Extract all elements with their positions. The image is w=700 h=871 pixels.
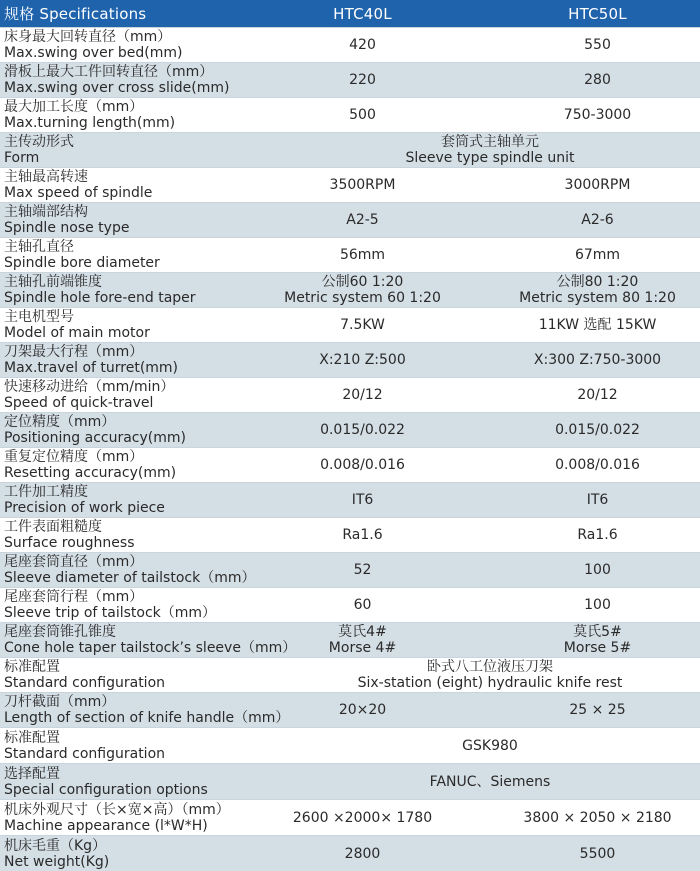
- table-row: [0, 202, 700, 237]
- spec-label: [0, 309, 230, 341]
- spec-label-cn: 工件表面粗糙度: [4, 519, 102, 535]
- spec-label-en: Machine appearance (l*W*H): [4, 817, 208, 834]
- spec-label: [0, 204, 230, 236]
- value-htc50l-text: Metric system 80 1:20: [519, 290, 676, 306]
- spec-label: [0, 379, 230, 411]
- spec-label: [0, 838, 230, 870]
- spec-label: [0, 414, 230, 446]
- value-htc50l-text: 0.015/0.022: [555, 422, 640, 438]
- table-row: [0, 727, 700, 763]
- value-htc50l: [495, 352, 700, 368]
- value-merged-text: 卧式八工位液压刀架: [427, 659, 553, 675]
- spec-label-cn: 主传动形式: [4, 134, 74, 150]
- spec-label-en: Positioning accuracy(mm): [4, 430, 186, 446]
- spec-label-cn: 主轴最高转速: [4, 169, 88, 185]
- spec-label: [0, 274, 230, 306]
- value-htc40l: [230, 177, 495, 193]
- table-row: [0, 377, 700, 412]
- value-htc50l: [495, 317, 700, 333]
- value-htc50l-text: 25 × 25: [569, 702, 626, 718]
- value-htc50l-text: 750-3000: [563, 107, 632, 123]
- value-htc40l-text: Ra1.6: [342, 527, 383, 543]
- spec-label: [0, 484, 230, 516]
- value-htc40l: [230, 492, 495, 508]
- value-htc50l: [495, 212, 700, 228]
- table-row: [0, 132, 700, 167]
- value-htc50l-text: Morse 5#: [563, 640, 632, 656]
- spec-label-cn: 尾座套筒锥孔锥度: [4, 624, 116, 640]
- spec-label-en: Sleeve trip of tailstock（mm）: [4, 605, 217, 621]
- value-htc50l: [495, 527, 700, 543]
- spec-label-en: Precision of work piece: [4, 500, 165, 516]
- value-htc50l: [495, 846, 700, 862]
- spec-label: [0, 730, 230, 762]
- value-htc40l: [230, 562, 495, 578]
- spec-label-cn: 刀杆截面（mm）: [4, 694, 116, 710]
- value-htc50l-text: 公制80 1:20: [556, 274, 639, 290]
- value-htc50l: [495, 274, 700, 306]
- value-htc50l-text: 280: [584, 72, 611, 88]
- spec-label-en: Standard configuration: [4, 745, 166, 762]
- table-row: [0, 412, 700, 447]
- value-htc50l-text: 0.008/0.016: [555, 457, 640, 473]
- table-row: [0, 799, 700, 835]
- spec-label-cn: 机床毛重（Kg）: [4, 837, 107, 854]
- value-htc50l: [495, 387, 700, 403]
- table-row: [0, 237, 700, 272]
- value-merged: [230, 738, 700, 754]
- table-row: [0, 97, 700, 132]
- value-htc40l: [230, 72, 495, 88]
- spec-label-en: Speed of quick-travel: [4, 395, 154, 411]
- spec-label-cn: 尾座套筒直径（mm）: [4, 554, 144, 570]
- value-htc40l: [230, 317, 495, 333]
- value-htc50l-text: 550: [584, 37, 611, 53]
- value-htc40l-text: 56mm: [339, 247, 386, 263]
- value-htc50l-text: 莫氏5#: [573, 624, 622, 640]
- spec-label-en: Special configuration options: [4, 781, 208, 798]
- value-htc50l-text: 20/12: [577, 387, 618, 403]
- spec-label-cn: 选择配置: [4, 765, 60, 782]
- table-body: [0, 27, 700, 871]
- spec-label-cn: 定位精度（mm）: [4, 414, 116, 430]
- header-model-htc50l: HTC50L: [568, 4, 627, 23]
- spec-label: [0, 624, 297, 656]
- value-htc40l: [230, 37, 495, 53]
- spec-label-cn: 刀架最大行程（mm）: [4, 344, 144, 360]
- value-htc40l-text: 7.5KW: [340, 317, 385, 333]
- value-htc40l-text: A2-5: [346, 212, 379, 228]
- spec-label-cn: 快速移动进给（mm/min）: [4, 379, 175, 395]
- spec-label-en: Max.swing over cross slide(mm): [4, 80, 230, 96]
- table-row: [0, 167, 700, 202]
- value-htc40l-text: 420: [349, 37, 376, 53]
- spec-label: [0, 29, 230, 61]
- value-htc50l-text: 67mm: [574, 247, 621, 263]
- value-htc50l-text: IT6: [586, 492, 609, 508]
- spec-label: [0, 589, 230, 621]
- value-htc50l: [495, 562, 700, 578]
- table-row: [0, 763, 700, 799]
- spec-label-cn: 主电机型号: [4, 309, 74, 325]
- value-htc40l: [230, 527, 495, 543]
- value-htc50l-text: Ra1.6: [577, 527, 618, 543]
- value-htc40l-text: 52: [353, 562, 372, 578]
- value-htc40l-text: 500: [349, 107, 376, 123]
- spec-label: [0, 802, 230, 834]
- value-htc40l-text: 公制60 1:20: [321, 274, 404, 290]
- value-merged: [230, 134, 700, 166]
- value-htc40l: [230, 810, 495, 826]
- value-htc50l-text: 3000RPM: [564, 177, 631, 193]
- spec-label-cn: 重复定位精度（mm）: [4, 449, 144, 465]
- spec-label-cn: 标准配置: [4, 659, 60, 675]
- spec-label: [0, 344, 230, 376]
- spec-label-cn: 床身最大回转直径（mm）: [4, 29, 172, 45]
- spec-label-en: Sleeve diameter of tailstock（mm）: [4, 570, 256, 586]
- spec-label-en: Spindle hole fore-end taper: [4, 290, 196, 306]
- spec-label-en: Resetting accuracy(mm): [4, 465, 177, 481]
- table-row: [0, 587, 700, 622]
- spec-label-cn: 主轴孔直径: [4, 239, 74, 255]
- spec-label: [0, 64, 230, 96]
- value-htc40l: [230, 422, 495, 438]
- spec-label: [0, 99, 230, 131]
- value-htc40l-text: Morse 4#: [328, 640, 397, 656]
- value-merged-text: 套筒式主轴单元: [441, 134, 539, 150]
- value-htc50l-text: 100: [584, 597, 611, 613]
- spec-label-cn: 主轴孔前端锥度: [4, 274, 102, 290]
- value-htc40l: [230, 457, 495, 473]
- table-row: [0, 692, 700, 727]
- value-htc40l-text: 0.008/0.016: [320, 457, 405, 473]
- table-row: [0, 272, 700, 307]
- table-row: [0, 342, 700, 377]
- value-htc50l: [495, 597, 700, 613]
- table-row: [0, 307, 700, 342]
- spec-label: [0, 554, 256, 586]
- header-specifications: 规格 Specifications: [4, 5, 147, 23]
- value-htc50l-text: A2-6: [581, 212, 614, 228]
- value-htc50l: [495, 624, 700, 656]
- value-htc50l: [495, 177, 700, 193]
- value-merged: [230, 659, 700, 691]
- value-merged-text: Six-station (eight) hydraulic knife rest: [357, 675, 623, 691]
- table-row: [0, 657, 700, 692]
- spec-label-en: Max.travel of turret(mm): [4, 360, 179, 376]
- spec-label: [0, 449, 230, 481]
- value-merged-text: GSK980: [462, 737, 518, 754]
- value-htc40l-text: X:210 Z:500: [319, 352, 406, 368]
- spec-label-en: Max.turning length(mm): [4, 115, 176, 131]
- table-header: [0, 0, 700, 27]
- value-htc50l-text: 3800 × 2050 × 2180: [523, 809, 672, 826]
- spec-label-cn: 工件加工精度: [4, 484, 88, 500]
- value-merged: [230, 774, 700, 790]
- value-merged-text: FANUC、Siemens: [429, 773, 551, 790]
- spec-label: [0, 659, 230, 691]
- spec-label-en: Form: [4, 150, 40, 166]
- spec-label-en: Net weight(Kg): [4, 853, 110, 870]
- table-row: [0, 622, 700, 657]
- spec-label-en: Cone hole taper tailstock’s sleeve（mm）: [4, 640, 297, 656]
- value-htc40l: [230, 212, 495, 228]
- table-row: [0, 835, 700, 871]
- value-htc40l-text: 0.015/0.022: [320, 422, 405, 438]
- value-htc40l-text: IT6: [351, 492, 374, 508]
- value-htc40l-text: 莫氏4#: [338, 624, 387, 640]
- value-htc50l: [495, 247, 700, 263]
- table-row: [0, 27, 700, 62]
- spec-label: [0, 134, 230, 166]
- value-htc50l: [495, 107, 700, 123]
- value-htc50l-text: X:300 Z:750-3000: [533, 352, 662, 368]
- value-htc50l: [495, 457, 700, 473]
- table-row: [0, 482, 700, 517]
- value-htc50l: [495, 72, 700, 88]
- value-htc40l: [230, 846, 495, 862]
- spec-label: [0, 169, 230, 201]
- spec-label: [0, 694, 290, 726]
- spec-label-en: Model of main motor: [4, 325, 150, 341]
- value-htc40l-text: 60: [353, 597, 372, 613]
- value-htc40l: [230, 107, 495, 123]
- spec-label-cn: 滑板上最大工件回转直径（mm）: [4, 64, 214, 80]
- spec-label: [0, 766, 230, 798]
- table-row: [0, 62, 700, 97]
- value-htc40l: [230, 352, 495, 368]
- value-htc50l: [495, 422, 700, 438]
- spec-label: [0, 239, 230, 271]
- value-htc40l-text: 3500RPM: [329, 177, 396, 193]
- value-htc40l: [230, 247, 495, 263]
- value-htc40l-text: 2600 ×2000× 1780: [292, 809, 433, 826]
- spec-label-cn: 最大加工长度（mm）: [4, 99, 144, 115]
- spec-label-en: Max speed of spindle: [4, 185, 153, 201]
- spec-label-en: Spindle bore diameter: [4, 255, 160, 271]
- value-htc50l: [495, 37, 700, 53]
- value-htc40l-text: 220: [349, 72, 376, 88]
- value-htc40l: [230, 387, 495, 403]
- value-htc40l: [230, 597, 495, 613]
- value-htc40l-text: 20/12: [342, 387, 383, 403]
- spec-label-cn: 主轴端部结构: [4, 204, 88, 220]
- value-htc40l-text: 2800: [344, 845, 381, 862]
- header-model-htc40l: HTC40L: [333, 4, 392, 23]
- value-htc50l: [495, 492, 700, 508]
- table-row: [0, 517, 700, 552]
- table-row: [0, 552, 700, 587]
- value-htc50l-text: 5500: [579, 845, 616, 862]
- value-htc50l: [495, 702, 700, 718]
- spec-label-en: Surface roughness: [4, 535, 135, 551]
- value-htc50l-text: 100: [584, 562, 611, 578]
- value-htc40l-text: 20×20: [338, 702, 387, 718]
- table-row: [0, 447, 700, 482]
- value-htc50l: [495, 810, 700, 826]
- spec-label-cn: 标准配置: [4, 729, 60, 746]
- value-htc40l: [230, 274, 495, 306]
- spec-label-cn: 机床外观尺寸（长×宽×高）（mm）: [4, 801, 230, 818]
- spec-label-en: Standard configuration: [4, 675, 166, 691]
- value-htc50l-text: 11KW 选配 15KW: [538, 317, 657, 333]
- value-htc40l-text: Metric system 60 1:20: [284, 290, 441, 306]
- spec-label-en: Spindle nose type: [4, 220, 130, 236]
- value-merged-text: Sleeve type spindle unit: [405, 150, 575, 166]
- spec-label-cn: 尾座套筒行程（mm）: [4, 589, 144, 605]
- spec-label-en: Length of section of knife handle（mm）: [4, 710, 290, 726]
- spec-label: [0, 519, 230, 551]
- spec-label-en: Max.swing over bed(mm): [4, 45, 183, 61]
